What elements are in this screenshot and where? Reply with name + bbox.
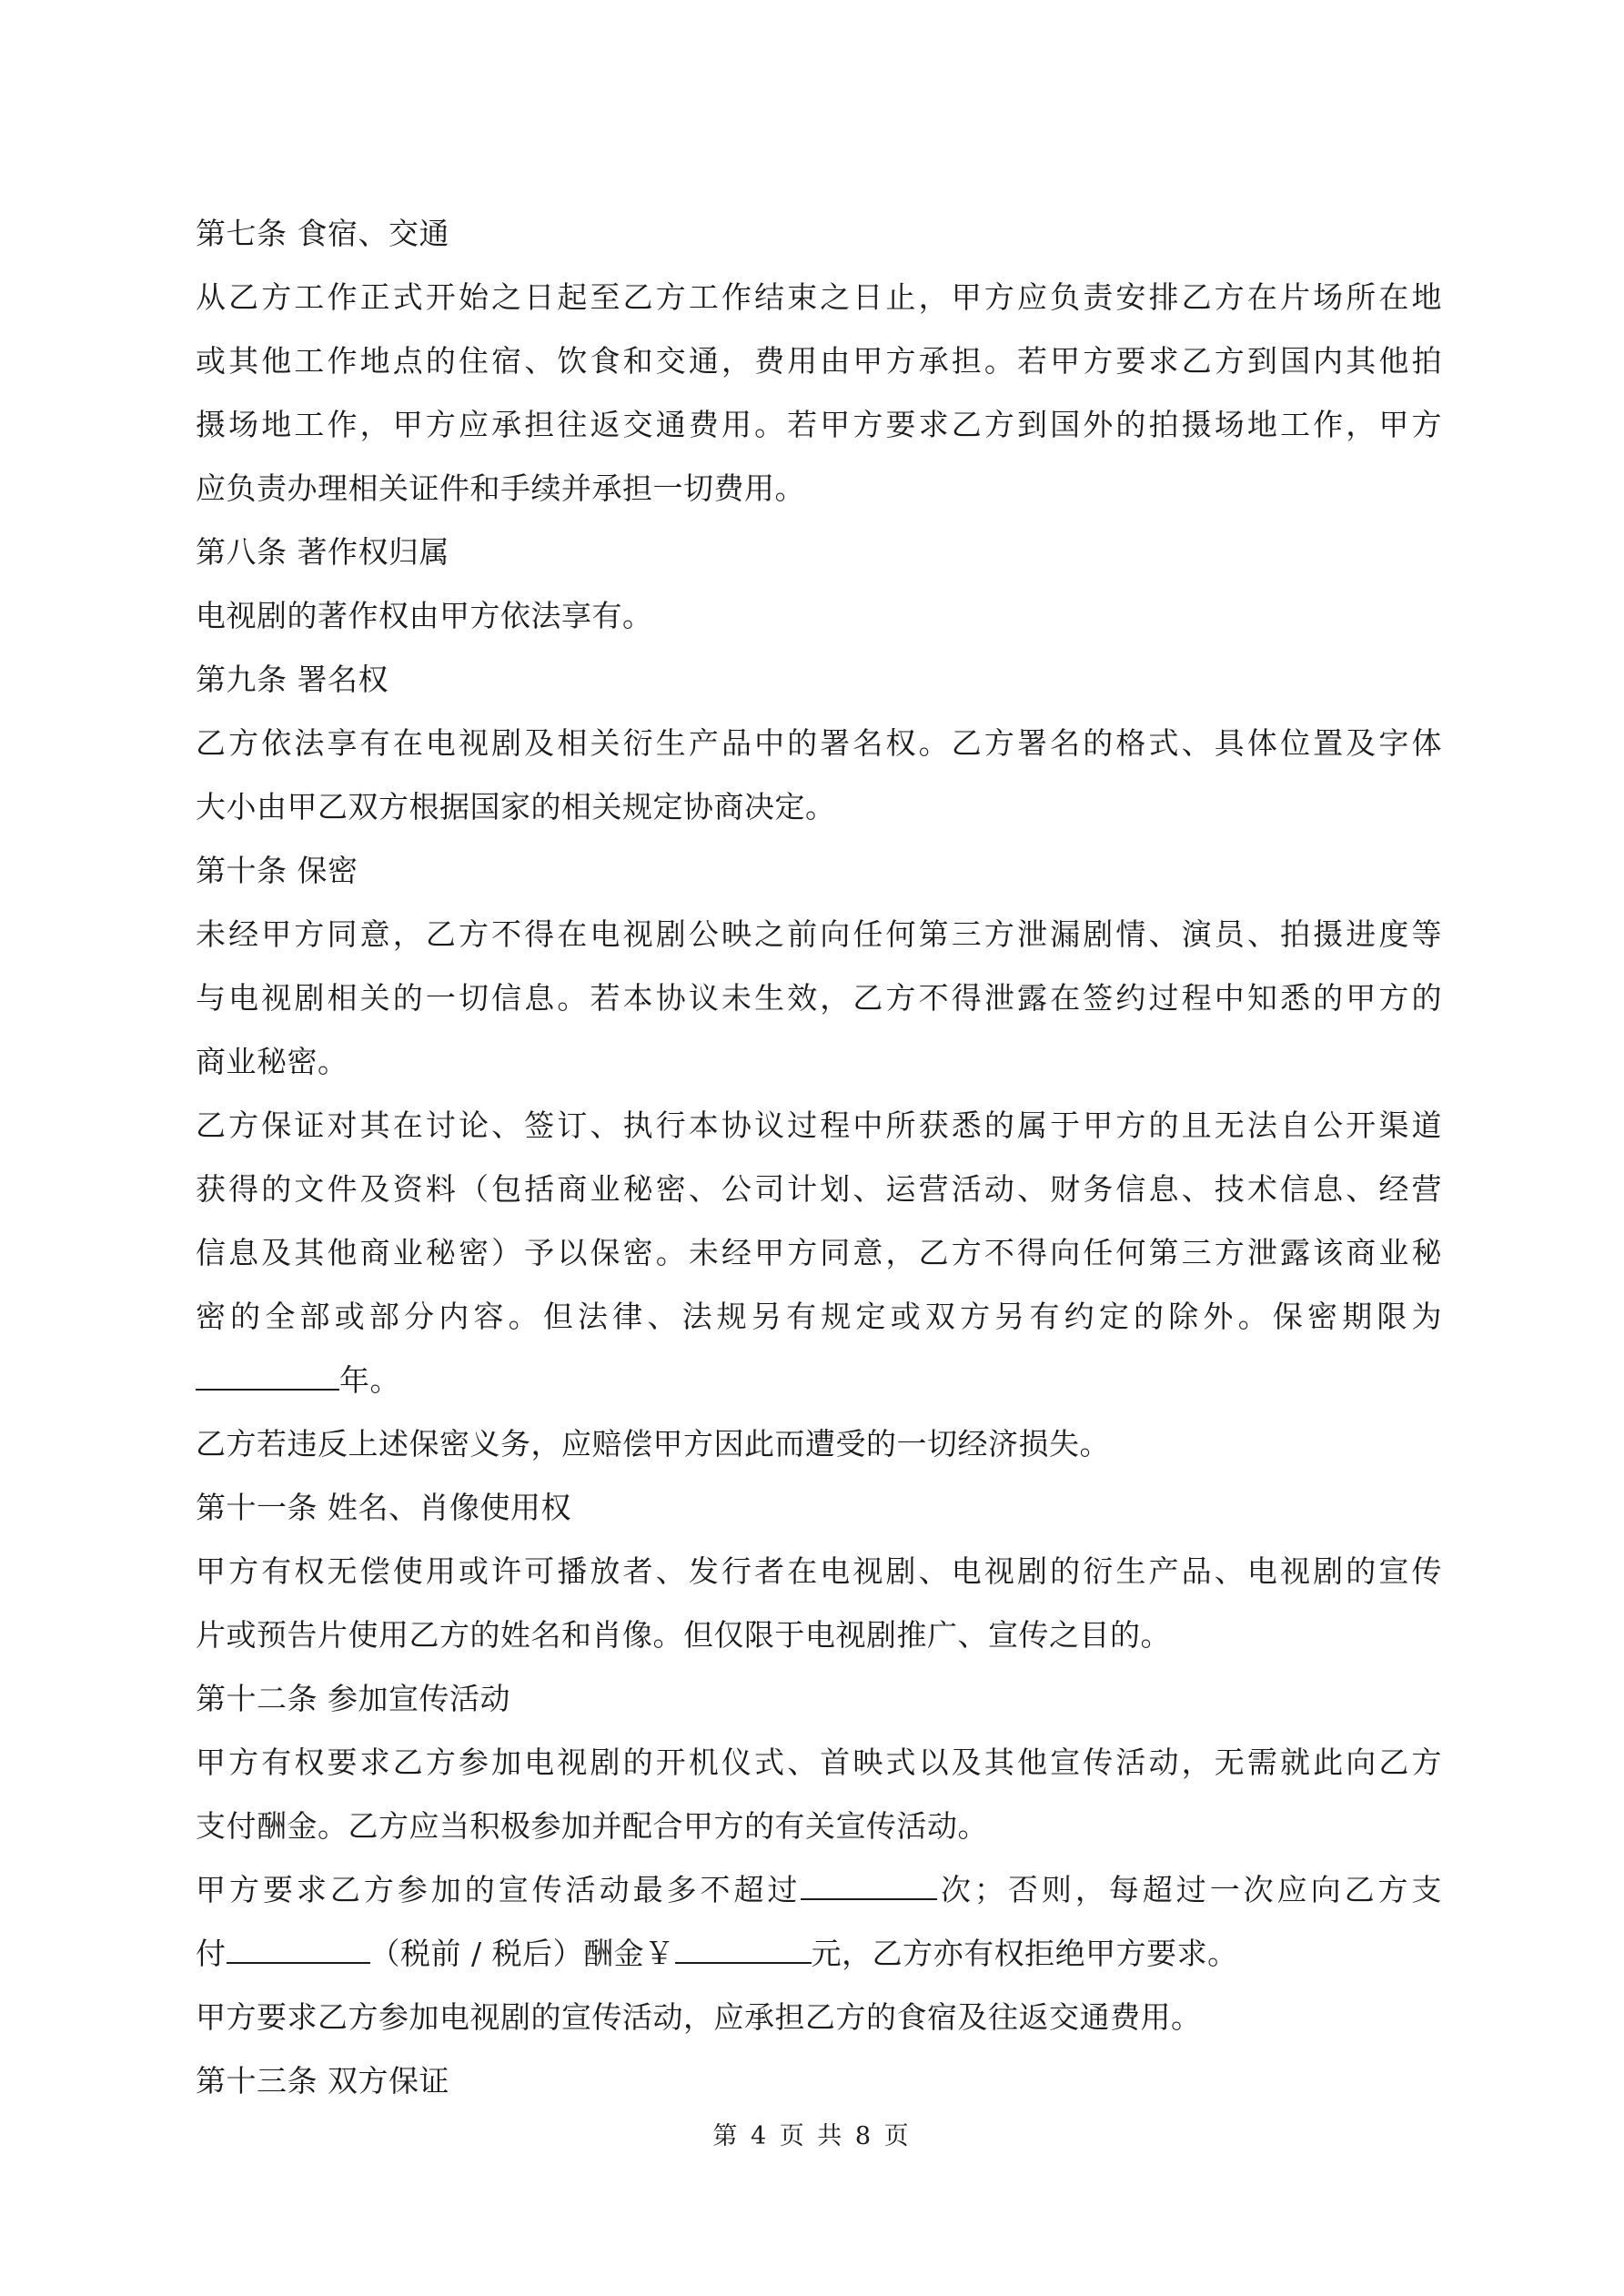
document-line: 第七条 食宿、交通 — [196, 216, 449, 251]
promo-fee-prefix: 付 — [196, 1936, 227, 1971]
promo-limit-blank — [801, 1871, 937, 1900]
promo-limit-prefix: 甲方要求乙方参加的宣传活动最多不超过 — [196, 1872, 802, 1907]
promo-limit-line — [196, 1858, 1442, 1922]
document-line: 获得的文件及资料（包括商业秘密、公司计划、运营活动、财务信息、技术信息、经营 — [196, 1171, 1442, 1207]
document-line: 第十一条 姓名、肖像使用权 — [196, 1490, 571, 1525]
page-footer: 第 4 页 共 8 页 — [712, 2122, 912, 2150]
document-line: 信息及其他商业秘密）予以保密。未经甲方同意，乙方不得向任何第三方泄露该商业秘 — [196, 1235, 1442, 1270]
document-line: 应负责办理相关证件和手续并承担一切费用。 — [196, 470, 805, 506]
promo-fee-middle: （税前 / 税后）酬金￥ — [369, 1936, 675, 1971]
text-block-2 — [196, 1412, 1442, 1858]
secrecy-period-line — [196, 1349, 1442, 1412]
document-line: 摄场地工作，甲方应承担往返交通费用。若甲方要求乙方到国外的拍摄场地工作，甲方 — [196, 407, 1442, 442]
document-line: 片或预告片使用乙方的姓名和肖像。但仅限于电视剧推广、宣传之目的。 — [196, 1617, 1171, 1653]
document-body — [196, 202, 1442, 2113]
text-block-3 — [196, 1986, 1442, 2113]
promo-fee-amount-blank — [675, 1935, 812, 1964]
document-line: 乙方保证对其在讨论、签订、执行本协议过程中所获悉的属于甲方的且无法自公开渠道 — [196, 1108, 1442, 1143]
document-line: 或其他工作地点的住宿、饮食和交通，费用由甲方承担。若甲方要求乙方到国内其他拍 — [196, 343, 1442, 379]
document-line: 密的全部或部分内容。但法律、法规另有规定或双方另有约定的除外。保密期限为 — [196, 1299, 1442, 1334]
promo-fee-tax-blank — [227, 1935, 370, 1964]
document-line: 甲方有权无偿使用或许可播放者、发行者在电视剧、电视剧的衍生产品、电视剧的宣传 — [196, 1553, 1442, 1589]
secrecy-period-blank — [196, 1361, 339, 1391]
text-block-1 — [196, 202, 1442, 1349]
document-line: 第九条 署名权 — [196, 662, 388, 697]
document-line: 乙方依法享有在电视剧及相关衍生产品中的署名权。乙方署名的格式、具体位置及字体 — [196, 725, 1442, 761]
document-line: 从乙方工作正式开始之日起至乙方工作结束之日止，甲方应负责安排乙方在片场所在地 — [196, 279, 1442, 315]
document-line: 甲方要求乙方参加电视剧的宣传活动，应承担乙方的食宿及往返交通费用。 — [196, 1999, 1202, 2035]
promo-fee-line — [196, 1922, 1442, 1986]
document-line: 甲方有权要求乙方参加电视剧的开机仪式、首映式以及其他宣传活动，无需就此向乙方 — [196, 1745, 1442, 1780]
promo-fee-suffix: 元，乙方亦有权拒绝甲方要求。 — [811, 1936, 1238, 1971]
document-line: 支付酬金。乙方应当积极参加并配合甲方的有关宣传活动。 — [196, 1808, 988, 1844]
promo-limit-suffix: 次；否则，每超过一次应向乙方支 — [937, 1872, 1442, 1907]
document-line: 商业秘密。 — [196, 1044, 348, 1079]
document-line: 与电视剧相关的一切信息。若本协议未生效，乙方不得泄露在签约过程中知悉的甲方的 — [196, 980, 1442, 1016]
document-line: 第十三条 双方保证 — [196, 2063, 449, 2099]
secrecy-period-suffix: 年。 — [339, 1362, 400, 1398]
document-line: 未经甲方同意，乙方不得在电视剧公映之前向任何第三方泄漏剧情、演员、拍摄进度等 — [196, 916, 1442, 952]
document-line: 第十条 保密 — [196, 853, 358, 888]
document-line: 第八条 著作权归属 — [196, 534, 449, 570]
document-line: 乙方若违反上述保密义务，应赔偿甲方因此而遭受的一切经济损失。 — [196, 1426, 1110, 1462]
document-line: 大小由甲乙双方根据国家的相关规定协商决定。 — [196, 789, 836, 824]
document-line: 电视剧的著作权由甲方依法享有。 — [196, 598, 653, 633]
document-line: 第十二条 参加宣传活动 — [196, 1681, 510, 1716]
